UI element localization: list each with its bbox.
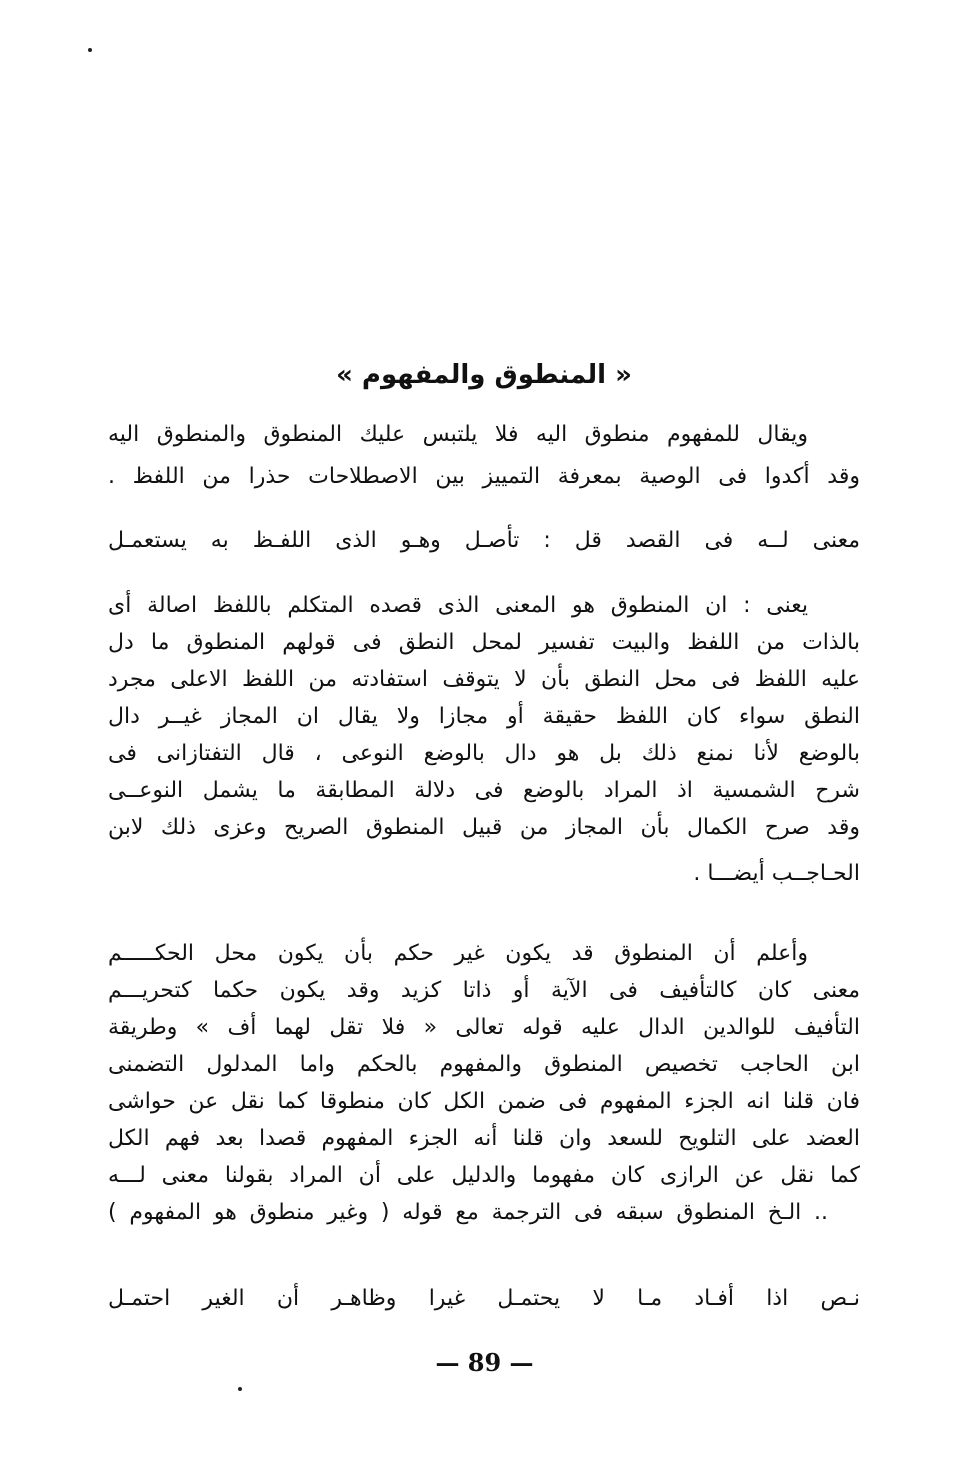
speck-mark [238, 1387, 242, 1391]
paragraph-2 [108, 595, 860, 905]
text-line: بالوضع لأنا نمنع ذلك بل هو دال بالوضع النوعى ، قال التفتازانى فى [108, 741, 860, 766]
text-line: كما نقل عن الرازى كان مفهوما والدليل على أن المراد بقولنا معنى لـــه [108, 1163, 860, 1188]
text-line: وأعلم أن المنطوق قد يكون غير حكم بأن يكون محل الحكـــــم [108, 941, 808, 966]
text-line: بالذات من اللفظ والبيت تفسير لمحل النطق فى قولهم المنطوق ما دل [108, 630, 860, 655]
text-line: عليه اللفظ فى محل النطق بأن لا يتوقف استفادته من اللفظ الاعلى مجرد [108, 667, 860, 692]
verse-line-2 [108, 1288, 860, 1318]
text-line: نـص اذا أفـاد مـا لا يحتمـل غيرا وظاهـر أن الغير احتمـل [108, 1286, 860, 1311]
page-number: — 89 — [435, 1348, 534, 1377]
text-line: معنى كان كالتأفيف فى الآية أو ذاتا كزيد وقد يكون حكما كتحريـــم [108, 978, 860, 1003]
text-line: شرح الشمسية اذ المراد بالوضع فى دلالة المطابقة ما يشمل النوعــى [108, 778, 860, 803]
text-line: وقد صرح الكمال بأن المجاز من قبيل المنطوق الصريح وعزى ذلك لابن [108, 815, 860, 840]
text-line: يعنى : ان المنطوق هو المعنى الذى قصده المتكلم باللفظ اصالة أى [108, 593, 808, 618]
text-line: وقد أكدوا فى الوصية بمعرفة التمييز بين الاصطلاحات حذرا من اللفظ . [108, 464, 860, 489]
paragraph-1 [108, 424, 860, 504]
text-line: معنى لــه فى القصد قل : تأصـل وهـو الذى اللفـظ به يستعمـل [108, 528, 860, 553]
text-line: التأفيف للوالدين الدال عليه قوله تعالى « فلا تقل لهما أف » وطريقة [108, 1015, 860, 1040]
text-line: الحـاجــب أيضـــا . [693, 861, 860, 886]
text-line: .. الـخ المنطوق سبقه فى الترجمة مع قوله ( وغير منطوق هو المفهوم ) [108, 1200, 828, 1225]
text-line: النطق سواء كان اللفظ حقيقة أو مجازا ولا يقال ان المجاز غيــر دال [108, 704, 860, 729]
text-line: العضد على التلويح للسعد وان قلنا أنه الجزء المفهوم قصدا بعد فهم الكل [108, 1126, 860, 1151]
section-title: « المنطوق والمفهوم » [336, 360, 632, 390]
text-line: ابن الحاجب تخصيص المنطوق والمفهوم بالحكم واما المدلول التضمنى [108, 1052, 860, 1077]
speck-mark [88, 48, 92, 52]
text-line: فان قلنا انه الجزء المفهوم فى ضمن الكل كان منطوقا كما نقل عن حواشى [108, 1089, 860, 1114]
paragraph-3 [108, 943, 860, 1253]
verse-line-1 [108, 530, 860, 560]
text-line: ويقال للمفهوم منطوق اليه فلا يلتبس عليك المنطوق والمنطوق اليه [108, 422, 808, 447]
